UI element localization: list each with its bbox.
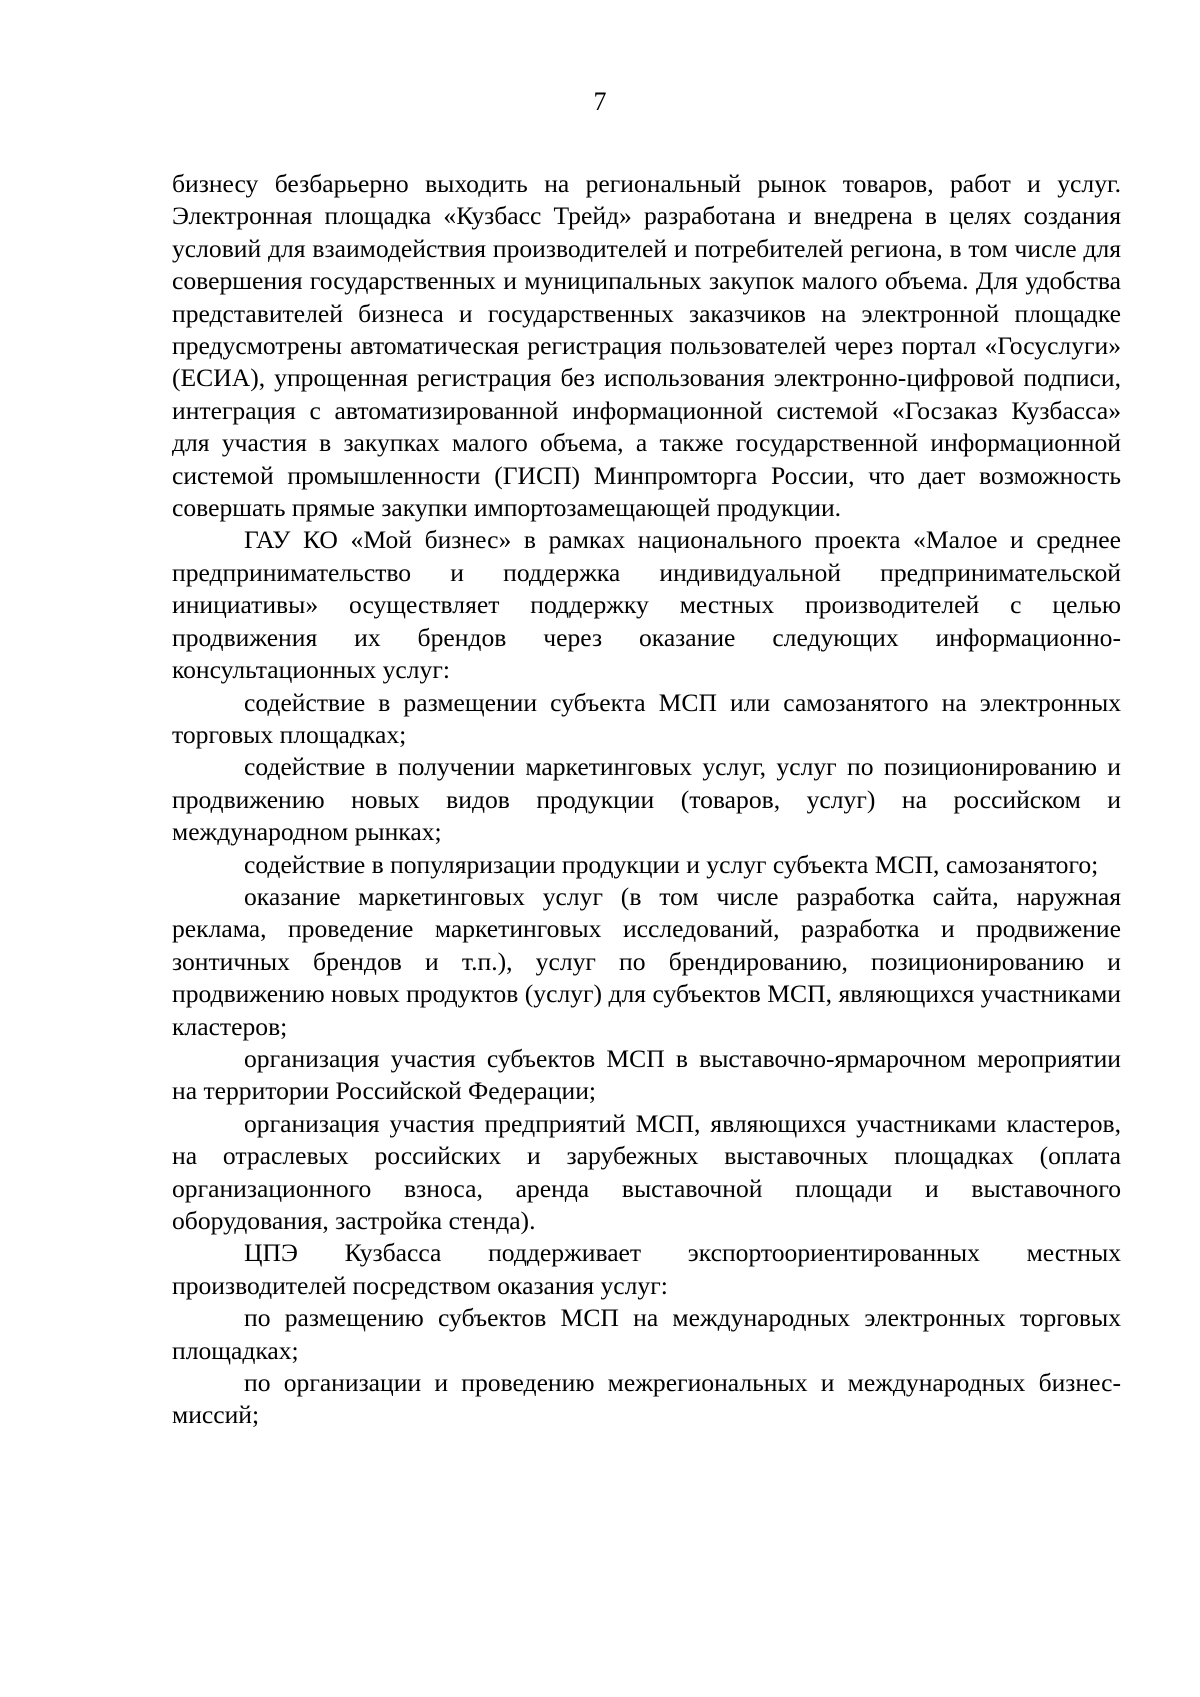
paragraph: бизнесу безбарьерно выходить на региональный рынок товаров, работ и услуг. Электронная площадка «Кузбасс Трейд» разработана и внедрена в целях создания условий для взаимодействия производителей и потребителей региона, в том числе для совершения государственных и муниципальных закупок малого объема. Для удобства представителей бизнеса и государственных заказчиков на электронной площадке предусмотрены автоматическая регистрация пользователей через портал «Госуслуги» (ЕСИА), упрощенная регистрация без использования электронно-цифровой подписи, интеграция с автоматизированной информационной системой «Госзаказ Кузбасса» для участия в закупках малого объема, а также государственной информационной системой промышленности (ГИСП) Минпромторга России, что дает возможность совершать прямые закупки импортозамещающей продукции.	[172, 169, 1121, 523]
list-item: организация участия субъектов МСП в выставочно-ярмарочном мероприятии на территории Российской Федерации;	[172, 1043, 1121, 1106]
page-number: 7	[593, 87, 607, 116]
list-item: содействие в популяризации продукции и услуг субъекта МСП, самозанятого;	[244, 849, 1099, 879]
paragraph: ЦПЭ Кузбасса поддерживает экспортоориентированных местных производителей посредством оказания услуг:	[172, 1238, 1121, 1300]
body-text	[172, 168, 1121, 1432]
list-item: организация участия предприятий МСП, являющихся участниками кластеров, на отраслевых российских и зарубежных выставочных площадках (оплата организационного взноса, аренда выставочной площади и выставочного оборудования, застройка стенда).	[172, 1108, 1121, 1235]
list-item: оказание маркетинговых услуг (в том числе разработка сайта, наружная реклама, проведение маркетинговых исследований, разработка и продвижение зонтичных брендов и т.п.), услуг по брендированию, позиционированию и продвижению новых продуктов (услуг) для субъектов МСП, являющихся участниками кластеров;	[172, 881, 1121, 1041]
list-item: содействие в получении маркетинговых услуг, услуг по позиционированию и продвижению новых видов продукции (товаров, услуг) на российском и международном рынках;	[172, 752, 1121, 847]
list-item: по размещению субъектов МСП на международных электронных торговых площадках;	[172, 1303, 1121, 1365]
paragraph: ГАУ КО «Мой бизнес» в рамках национального проекта «Малое и среднее предпринимательство и поддержка индивидуальной предпринимательской инициативы» осуществляет поддержку местных производителей с целью продвижения их брендов через оказание следующих информационно-консультационных услуг:	[172, 525, 1121, 685]
list-item: по организации и проведению межрегиональных и международных бизнес-миссий;	[172, 1368, 1121, 1430]
list-item: содействие в размещении субъекта МСП или самозанятого на электронных торговых площадках;	[172, 687, 1121, 749]
